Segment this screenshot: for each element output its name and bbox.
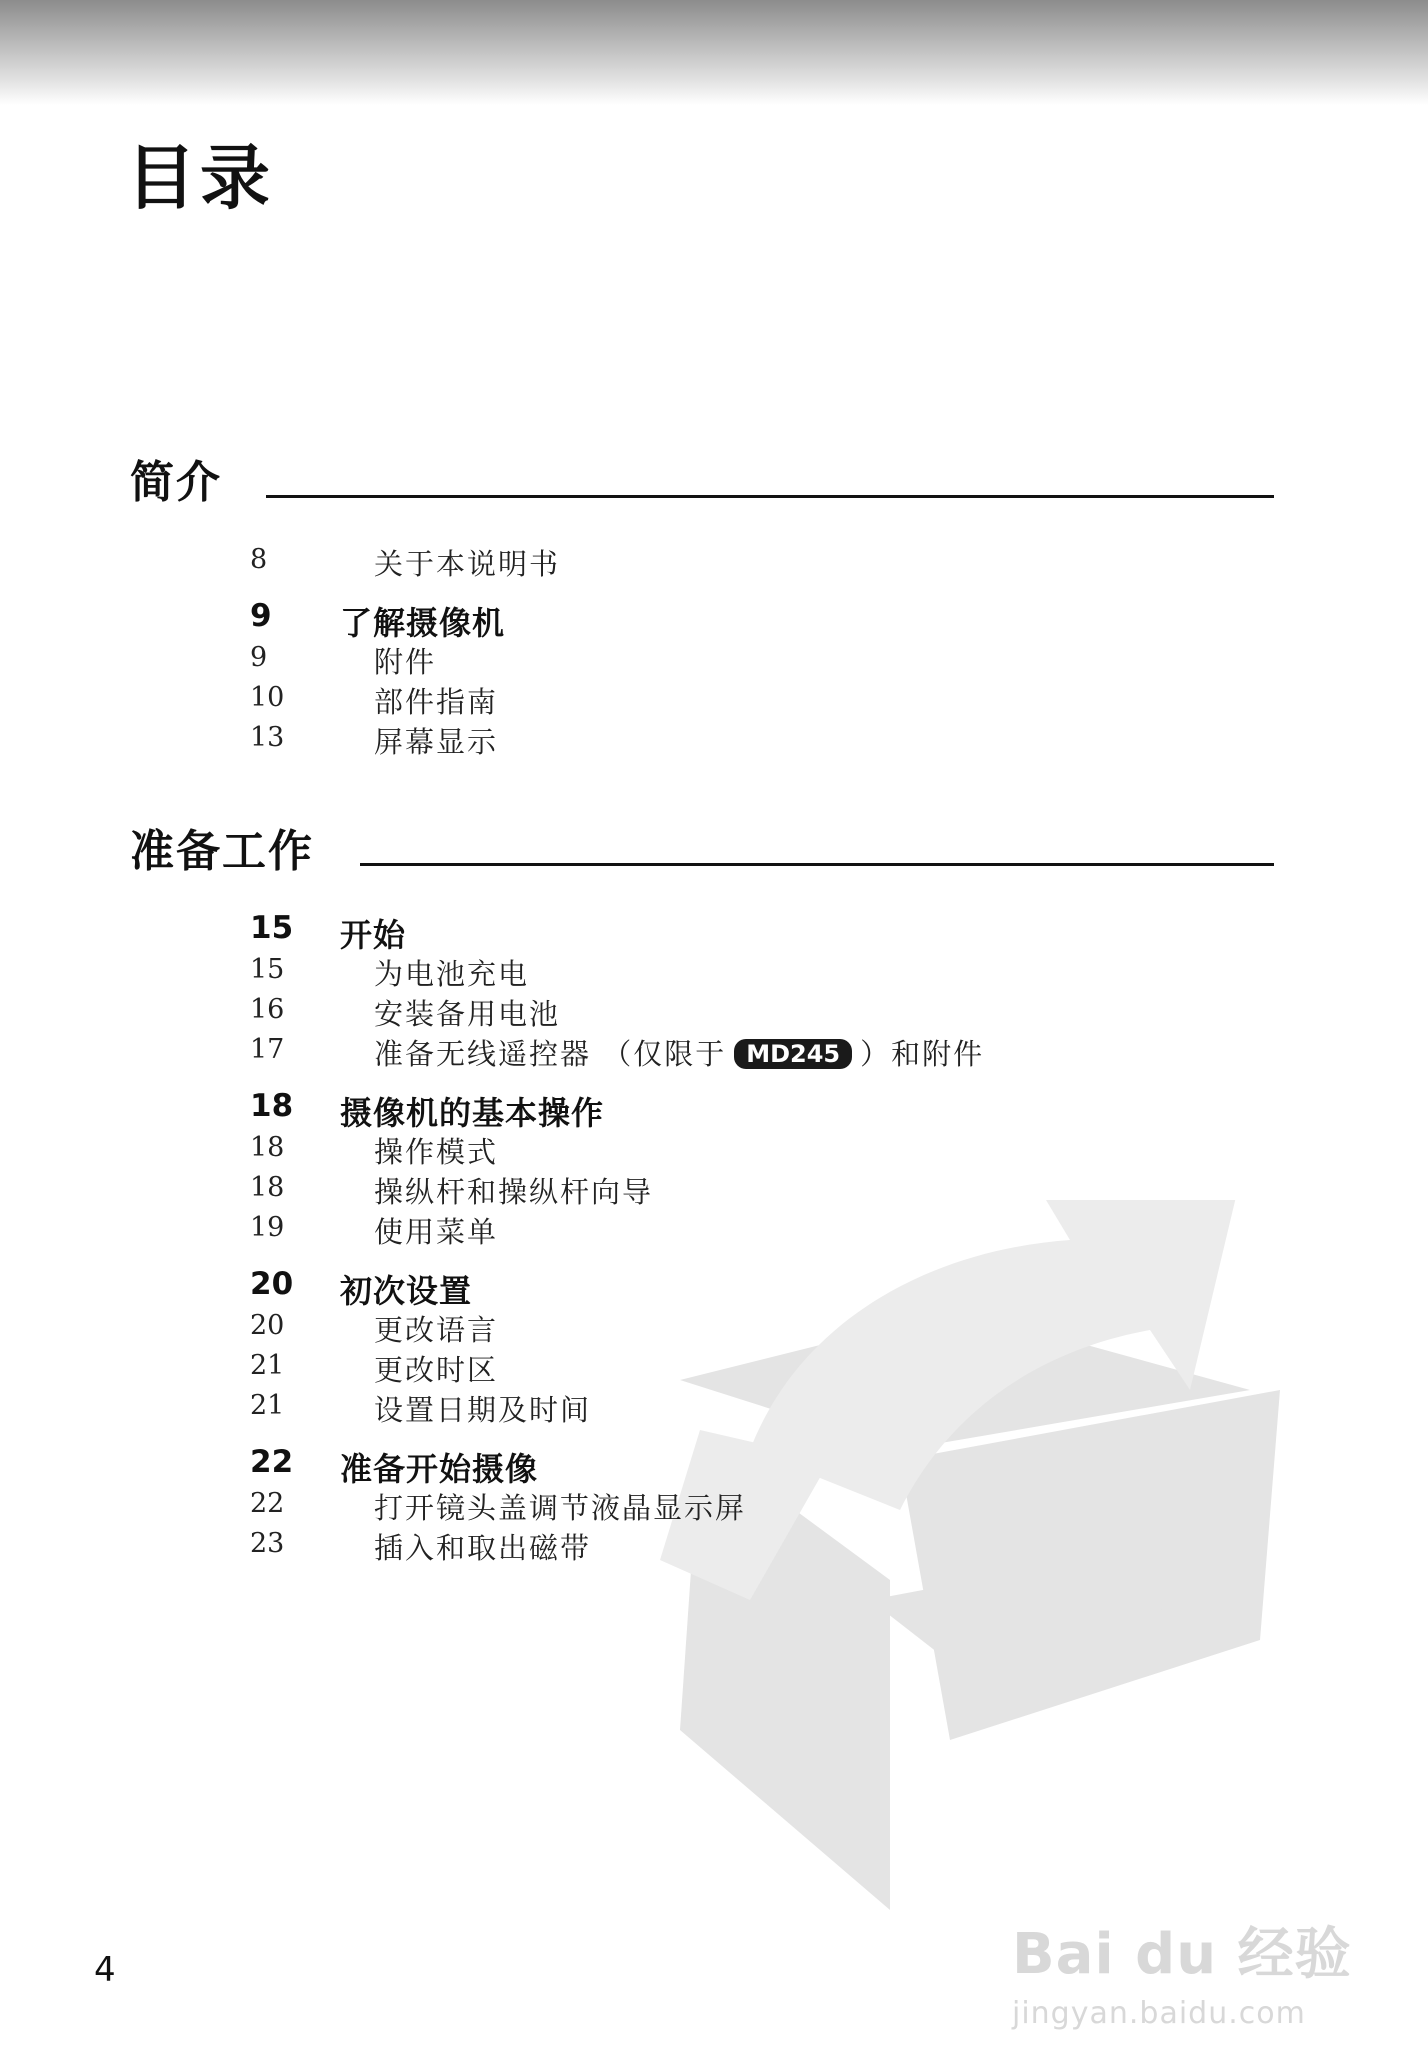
toc-entry-title: 部件指南: [374, 685, 499, 719]
toc-page-number: 15: [250, 910, 294, 946]
toc-entry-title: 关于本说明书: [374, 547, 561, 581]
toc-entry-title: 安装备用电池: [374, 997, 561, 1031]
toc-entry-title: 附件: [374, 645, 437, 679]
toc-chapter-title: 开始: [340, 916, 407, 954]
toc-entry-title: [374, 1032, 984, 1073]
toc-entry[interactable]: [246, 718, 1146, 758]
header-gradient-bar: [0, 0, 1428, 105]
watermark-text: [1012, 1910, 1412, 2031]
toc-page-number: 9: [250, 642, 268, 673]
toc-chapter[interactable]: [246, 598, 1146, 642]
toc-page-number: 20: [250, 1266, 294, 1302]
toc-page-number: 13: [250, 722, 285, 753]
toc-chapter[interactable]: [246, 1444, 1146, 1488]
toc-page-number: 8: [250, 544, 268, 575]
toc-entry-title: 操纵杆和操纵杆向导: [374, 1175, 654, 1209]
toc-page-number: 18: [250, 1088, 294, 1124]
toc-page-number: 18: [250, 1132, 285, 1163]
toc-entry-title: 设置日期及时间: [374, 1393, 592, 1427]
toc-entry[interactable]: [246, 678, 1146, 718]
toc-page-number: 20: [250, 1310, 285, 1341]
toc-chapter-title: 摄像机的基本操作: [340, 1094, 605, 1132]
toc-entry[interactable]: [246, 1386, 1146, 1426]
toc-entry[interactable]: [246, 950, 1146, 990]
toc-page-number: 16: [250, 994, 285, 1025]
toc-page-number: 19: [250, 1212, 285, 1243]
toc-chapter[interactable]: [246, 1088, 1146, 1132]
toc-page-number: 22: [250, 1444, 294, 1480]
toc-entry-title: 屏幕显示: [374, 725, 499, 759]
toc-page-number: 22: [250, 1488, 285, 1519]
toc-section-intro: [246, 540, 1146, 758]
toc-entry[interactable]: [246, 638, 1146, 678]
toc-chapter-title: 初次设置: [340, 1272, 473, 1310]
toc-entry-title: 使用菜单: [374, 1215, 499, 1249]
section-heading-intro: 简介: [130, 457, 222, 508]
toc-page-number: 21: [250, 1350, 285, 1381]
toc-page-number: 15: [250, 954, 285, 985]
page-title: 目录: [126, 137, 274, 219]
toc-page-number: 17: [250, 1034, 285, 1065]
toc-page-number: 23: [250, 1528, 285, 1559]
toc-chapter-title: 了解摄像机: [340, 604, 506, 642]
section-rule: [266, 495, 1274, 498]
toc-entry-title: 打开镜头盖调节液晶显示屏: [374, 1491, 747, 1525]
section-heading-preparation: 准备工作: [130, 826, 314, 877]
toc-entry-title: 更改时区: [374, 1353, 499, 1387]
section-rule: [360, 863, 1274, 866]
toc-entry-title: 为电池充电: [374, 957, 530, 991]
toc-entry[interactable]: [246, 540, 1146, 580]
model-badge: MD245: [734, 1039, 852, 1069]
toc-entry[interactable]: [246, 1524, 1146, 1564]
watermark-brand: Bai du 经验: [1012, 1922, 1352, 1987]
toc-entry-title-pre: 准备无线遥控器 （仅限于: [374, 1037, 727, 1071]
toc-chapter-title: 准备开始摄像: [340, 1450, 539, 1488]
toc-section-preparation: [246, 910, 1146, 1564]
toc-page-number: 18: [250, 1172, 285, 1203]
toc-chapter[interactable]: [246, 1266, 1146, 1310]
toc-page-number: 9: [250, 598, 272, 634]
page-number: 4: [94, 1950, 116, 1990]
toc-chapter[interactable]: [246, 910, 1146, 954]
toc-page-number: 10: [250, 682, 285, 713]
watermark-url: jingyan.baidu.com: [1012, 1996, 1306, 2031]
toc-entry-title: 插入和取出磁带: [374, 1531, 592, 1565]
toc-entry[interactable]: [246, 1030, 1146, 1070]
toc-entry[interactable]: [246, 1346, 1146, 1386]
toc-entry[interactable]: [246, 990, 1146, 1030]
toc-entry[interactable]: [246, 1168, 1146, 1208]
toc-entry[interactable]: [246, 1484, 1146, 1524]
toc-entry-title: 更改语言: [374, 1313, 499, 1347]
toc-entry[interactable]: [246, 1306, 1146, 1346]
toc-entry-title-post: ）和附件: [860, 1037, 985, 1071]
toc-entry[interactable]: [246, 1208, 1146, 1248]
toc-page-number: 21: [250, 1390, 285, 1421]
toc-entry-title: 操作模式: [374, 1135, 499, 1169]
toc-entry[interactable]: [246, 1128, 1146, 1168]
